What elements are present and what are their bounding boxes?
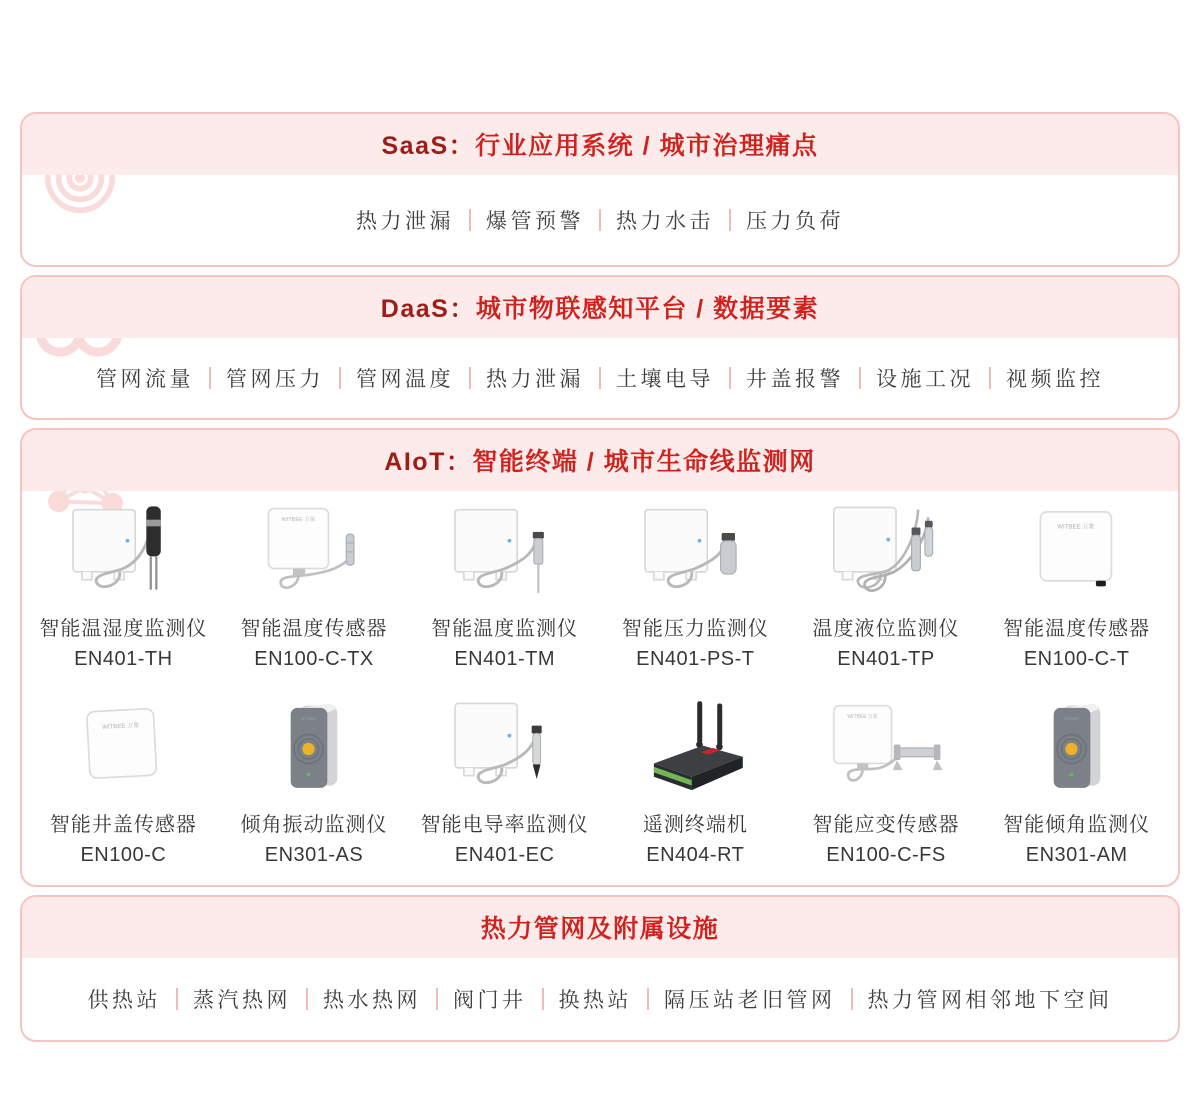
sensor-box-pen-probe-icon — [409, 697, 600, 799]
list-item: 土壤电导 — [616, 368, 714, 391]
device-model: EN401-EC — [454, 844, 555, 866]
list-item: 设施工况 — [876, 368, 974, 391]
list-item: 爆管预警 — [486, 210, 584, 233]
device-grid — [22, 491, 1178, 885]
list-item: 热力泄漏 — [486, 368, 584, 391]
section-saas-content — [22, 175, 1178, 265]
device-card — [219, 697, 410, 867]
section-daas — [20, 275, 1180, 420]
device-name: 智能井盖传感器 — [49, 814, 197, 836]
device-name: 智能电导率监测仪 — [420, 814, 589, 836]
section-title-text: 城市物联感知平台 / 数据要素 — [475, 295, 820, 323]
device-name: 遥测终端机 — [642, 814, 748, 836]
section-title-text: 智能终端 / 城市生命线监测网 — [472, 448, 816, 476]
list-item: 热力泄漏 — [356, 210, 454, 233]
svg-text:WITBEE: WITBEE — [300, 716, 317, 722]
section-title-prefix: DaaS： — [380, 295, 476, 323]
section-facilities — [20, 895, 1180, 1042]
svg-text:WITBEE 万象: WITBEE 万象 — [281, 516, 316, 523]
list-item: 管网温度 — [356, 368, 454, 391]
section-title-prefix: AIoT： — [384, 448, 473, 476]
device-model: EN100-C-T — [1023, 648, 1130, 670]
section-saas — [20, 112, 1180, 267]
device-model: EN100-C-TX — [254, 648, 374, 670]
list-item: 供热站 — [87, 989, 161, 1012]
device-model: EN401-TM — [454, 648, 556, 670]
list-item: 换热站 — [558, 989, 632, 1012]
svg-text:WITBEE 万象: WITBEE 万象 — [847, 713, 878, 720]
device-card — [600, 501, 791, 671]
device-model: EN100-C — [80, 844, 167, 866]
section-title-text: 行业应用系统 / 城市治理痛点 — [475, 132, 819, 160]
svg-text:WITBEE 万象: WITBEE 万象 — [102, 721, 140, 731]
section-saas-title — [381, 132, 818, 160]
device-card — [409, 501, 600, 671]
device-model: EN301-AM — [1025, 844, 1128, 866]
saas-item-list — [341, 205, 859, 235]
device-model: EN100-C-FS — [826, 844, 946, 866]
device-name: 智能应变传感器 — [812, 814, 960, 836]
plain-panel-icon — [28, 697, 219, 799]
device-model: EN401-TH — [74, 648, 173, 670]
device-model: EN301-AS — [264, 844, 364, 866]
svg-text:WITBEE 万象: WITBEE 万象 — [1056, 523, 1095, 531]
device-name: 智能倾角监测仪 — [1003, 814, 1151, 836]
facilities-item-list — [73, 984, 1128, 1014]
sensor-box-needle-probe-icon — [409, 501, 600, 603]
list-item: 管网流量 — [96, 368, 194, 391]
section-daas-title — [381, 295, 819, 323]
device-card — [981, 697, 1172, 867]
device-name: 温度液位监测仪 — [812, 618, 960, 640]
device-name: 倾角振动监测仪 — [240, 814, 388, 836]
device-card — [981, 501, 1172, 671]
device-card — [219, 501, 410, 671]
device-card — [409, 697, 600, 867]
list-item: 隔压站老旧管网 — [664, 989, 836, 1012]
list-item: 阀门井 — [453, 989, 527, 1012]
panel-bracket-icon — [791, 697, 982, 799]
device-card — [28, 501, 219, 671]
device-name: 智能温度传感器 — [1003, 618, 1151, 640]
list-item: 井盖报警 — [746, 368, 844, 391]
section-facilities-header — [22, 897, 1178, 958]
section-aiot — [20, 428, 1180, 887]
list-item: 管网压力 — [226, 368, 324, 391]
section-daas-header — [22, 277, 1178, 338]
section-facilities-title — [481, 915, 720, 943]
section-aiot-title — [384, 448, 815, 476]
device-name: 智能温度传感器 — [240, 618, 388, 640]
daas-item-list — [81, 363, 1119, 393]
section-daas-content — [22, 338, 1178, 418]
section-facilities-content — [22, 958, 1178, 1040]
sensor-box-dual-probe-icon — [791, 501, 982, 603]
sensor-box-black-probe-icon — [28, 501, 219, 603]
section-title-prefix: SaaS： — [381, 132, 476, 160]
list-item: 热水热网 — [323, 989, 421, 1012]
device-model: EN401-PS-T — [636, 648, 755, 670]
telemetry-router-icon — [600, 697, 791, 799]
section-aiot-header — [22, 430, 1178, 491]
list-item: 热力管网相邻地下空间 — [867, 989, 1113, 1012]
device-card — [791, 501, 982, 671]
device-name: 智能温度监测仪 — [431, 618, 579, 640]
tilt-sensor-icon — [981, 697, 1172, 799]
list-item: 压力负荷 — [746, 210, 844, 233]
device-name: 智能温湿度监测仪 — [39, 618, 208, 640]
list-item: 蒸汽热网 — [193, 989, 291, 1012]
sensor-box-cylinder-probe-icon — [600, 501, 791, 603]
device-card — [791, 697, 982, 867]
device-model: EN401-TP — [837, 648, 935, 670]
plain-panel-connector-icon — [981, 501, 1172, 603]
device-card — [600, 697, 791, 867]
panel-thin-probe-icon — [219, 501, 410, 603]
svg-text:WITBEE: WITBEE — [1063, 716, 1079, 722]
device-card — [28, 697, 219, 867]
device-name: 智能压力监测仪 — [621, 618, 769, 640]
list-item: 热力水击 — [616, 210, 714, 233]
list-item: 视频监控 — [1006, 368, 1104, 391]
section-title-text: 热力管网及附属设施 — [480, 915, 720, 943]
section-saas-header — [22, 114, 1178, 175]
device-model: EN404-RT — [646, 844, 745, 866]
tilt-sensor-icon — [219, 697, 410, 799]
